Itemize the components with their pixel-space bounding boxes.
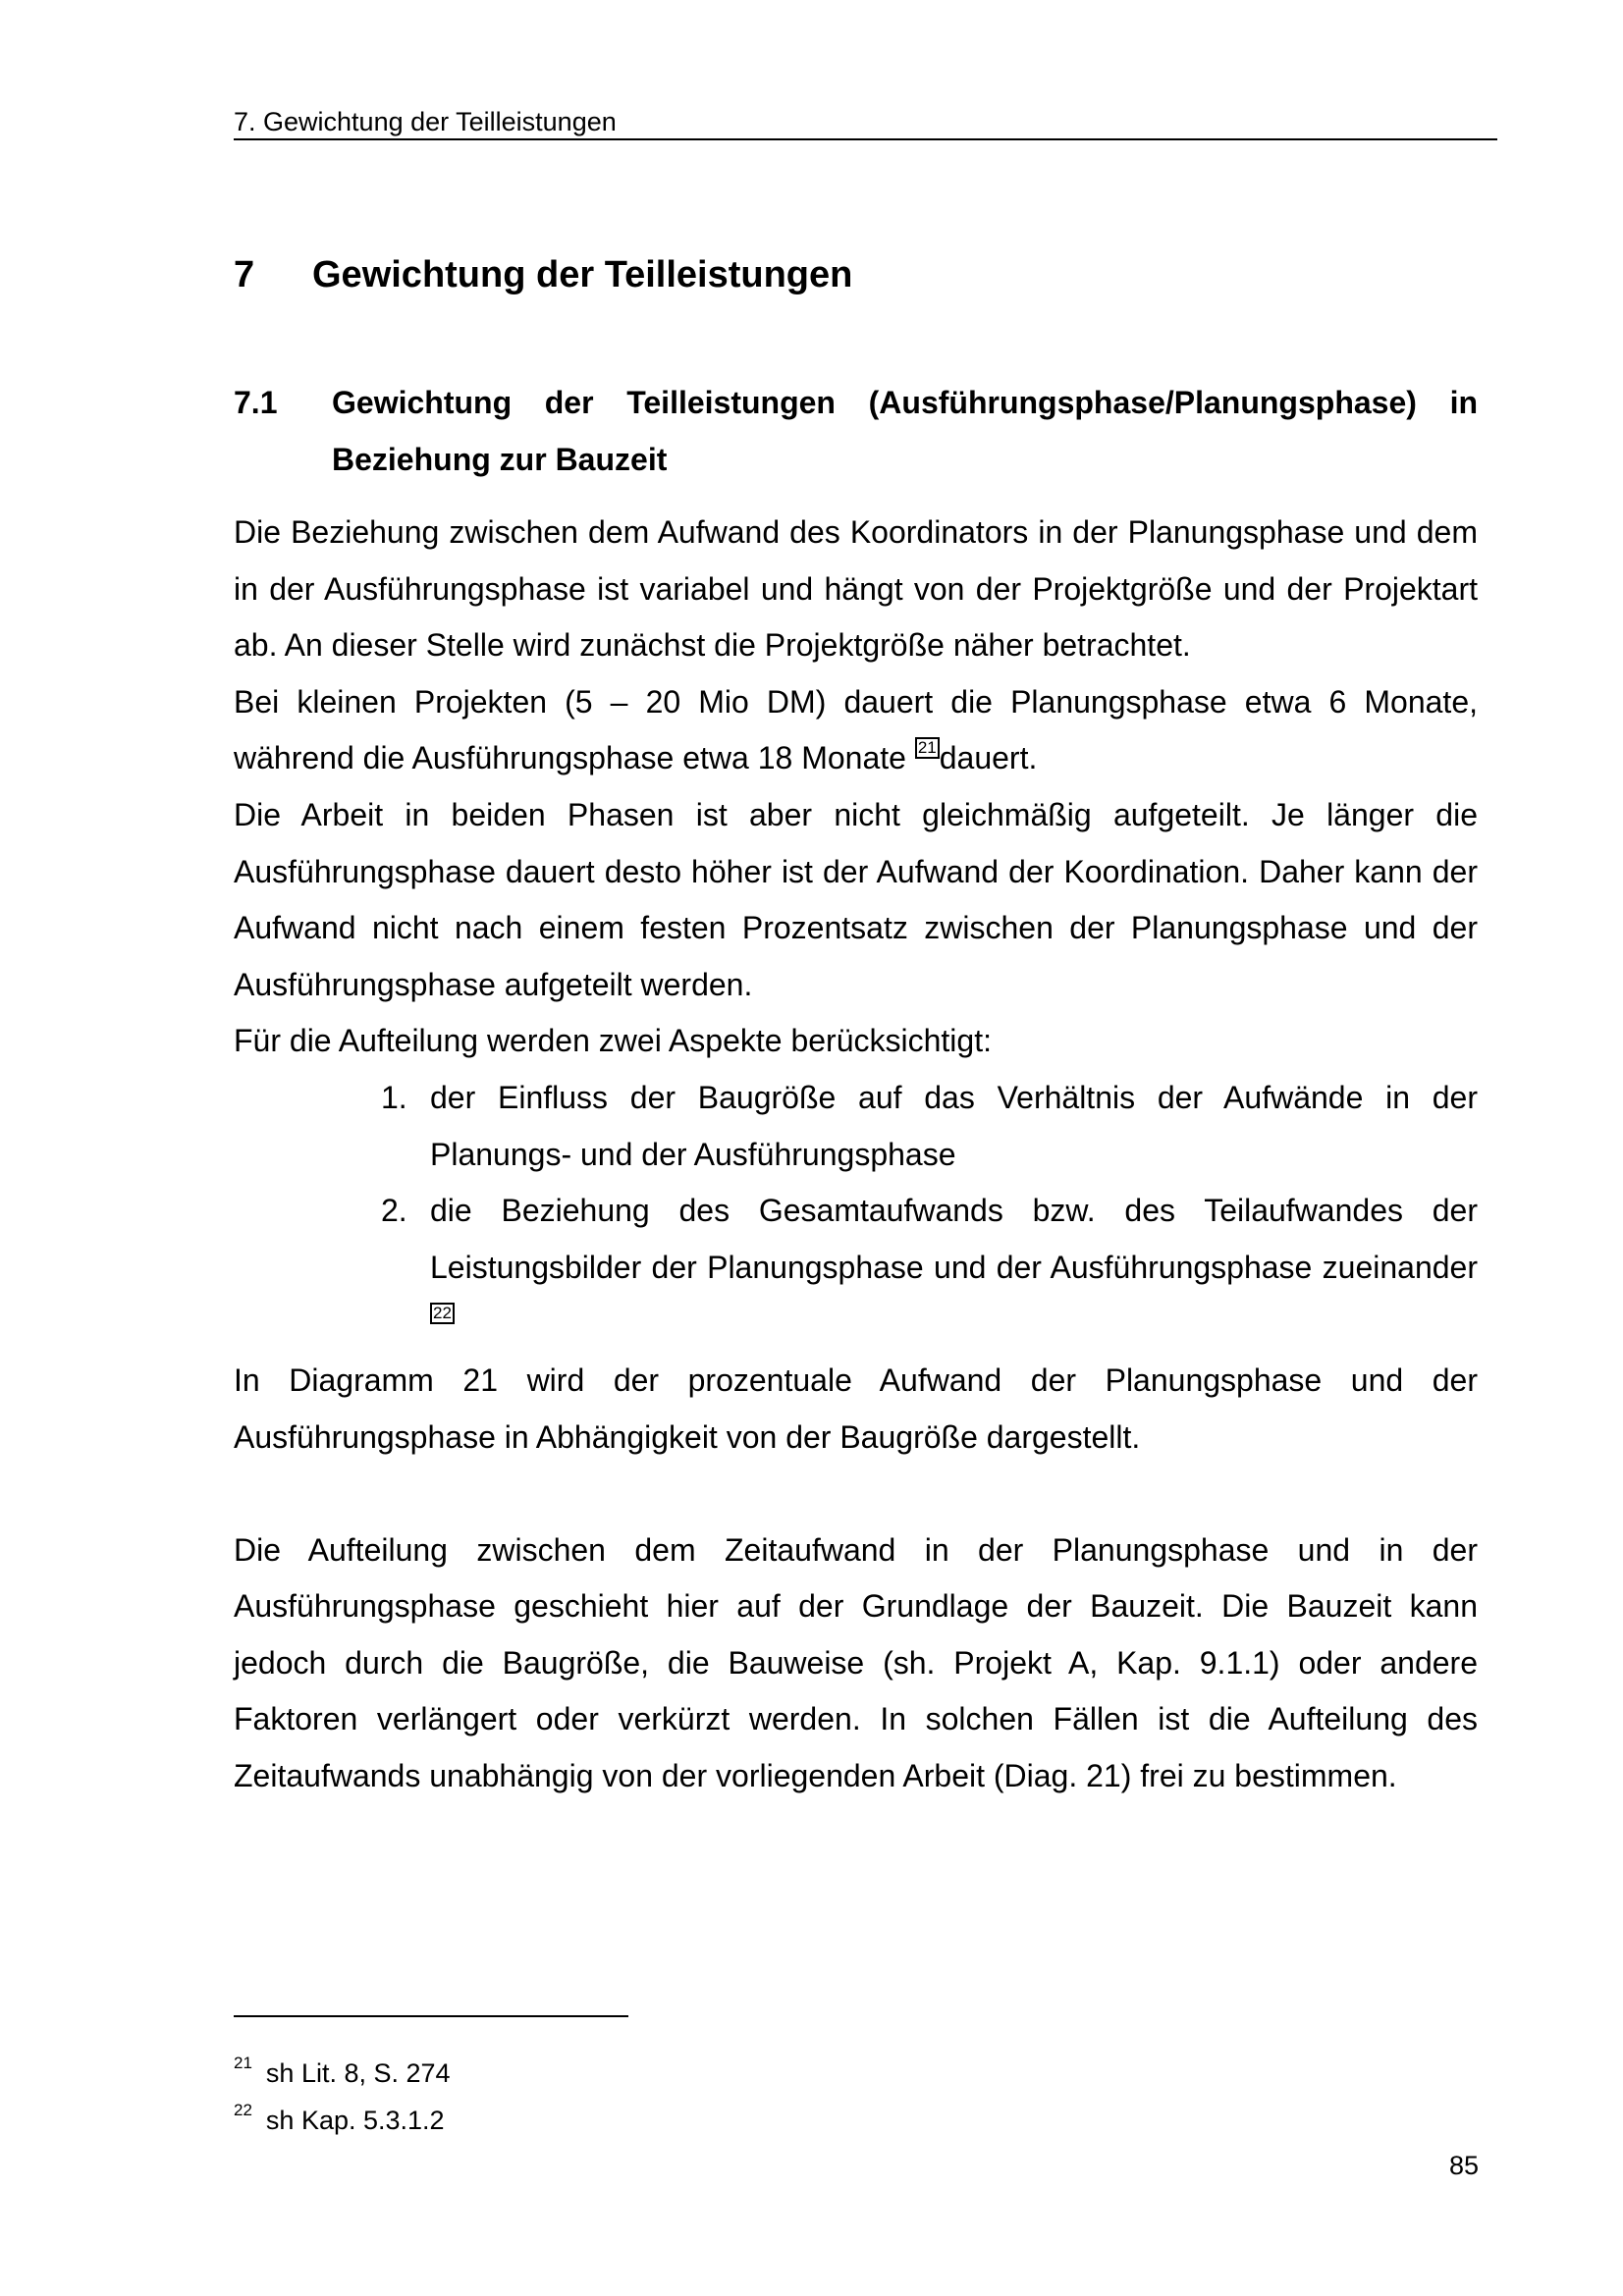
body-text (234, 505, 1478, 1805)
list-item (234, 1183, 1478, 1353)
list-marker: 1. (381, 1079, 407, 1115)
paragraph-5: In Diagramm 21 wird der prozentuale Aufwand der Planungsphase und der Ausführungsphase in Abhängigkeit von der Baugröße dargestellt. (234, 1362, 1478, 1455)
paragraph-4: Für die Aufteilung werden zwei Aspekte berücksichtigt: (234, 1023, 992, 1059)
list-marker: 2. (381, 1193, 407, 1229)
paragraph-1: Die Beziehung zwischen dem Aufwand des Koordinators in der Planungsphase und dem in der Ausführungsphase ist variabel und hängt von der Projektgröße und der Projektart ab. An dieser Stelle wird zunächst die Projektgröße näher betrachtet. (234, 514, 1478, 664)
list-item (234, 1070, 1478, 1183)
paragraph-gap (234, 1466, 1478, 1522)
chapter-heading (234, 252, 852, 297)
footnote-ref-21[interactable]: 21 (915, 737, 940, 759)
footnote-text: sh Lit. 8, S. 274 (265, 2058, 451, 2088)
paragraph-6: Die Aufteilung zwischen dem Zeitaufwand in der Planungsphase und in der Ausführungsphase geschieht hier auf der Grundlage der Bauzeit. Die Bauzeit kann jedoch durch die Baugröße, die Bauweise (sh. Projekt A, Kap. 9.1.1) oder andere Faktoren verlängert oder verkürzt werden. In solchen Fällen ist die Aufteilung des Zeitaufwands unabhängig von der vorliegenden Arbeit (Diag. 21) frei zu bestimmen. (234, 1531, 1478, 1794)
footnote-number: 22 (234, 2101, 252, 2119)
list-item-text: die Beziehung des Gesamtaufwands bzw. des Teilaufwandes der Leistungsbilder der Planungsphase und der Ausführungsphase zueinander (430, 1193, 1478, 1285)
aspects-list (234, 1070, 1478, 1353)
footnote-text: sh Kap. 5.3.1.2 (265, 2106, 445, 2135)
section-title-line2: Beziehung zur Bauzeit (332, 442, 668, 477)
footnote-divider (234, 2015, 628, 2017)
section-number: 7.1 (234, 385, 278, 420)
footnote-21 (234, 2047, 451, 2090)
paragraph-2-tail: dauert. (939, 740, 1038, 776)
page-number: 85 (1448, 2151, 1479, 2180)
chapter-title: Gewichtung der Teilleistungen (312, 254, 853, 295)
chapter-number: 7 (234, 254, 255, 295)
paragraph-3: Die Arbeit in beiden Phasen ist aber nicht gleichmäßig aufgeteilt. Je länger die Ausführungsphase dauert desto höher ist der Aufwand der Koordination. Daher kann der Aufwand nicht nach einem festen Prozentsatz zwischen der Planungsphase und der Ausführungsphase aufgeteilt werden. (234, 796, 1478, 1002)
paragraph-2-text: Bei kleinen Projekten (5 – 20 Mio DM) dauert die Planungsphase etwa 6 Monate, während die Ausführungsphase etwa 18 Monate (234, 683, 1478, 776)
section-heading (234, 374, 1478, 488)
paragraph-2 (234, 674, 1478, 787)
footnote-22 (234, 2094, 445, 2137)
list-item-text: der Einfluss der Baugröße auf das Verhältnis der Aufwände in der Planungs- und der Ausführungsphase (430, 1079, 1478, 1172)
footnote-number: 21 (234, 2054, 252, 2072)
running-header: 7. Gewichtung der Teilleistungen (234, 106, 1497, 140)
footnote-ref-22[interactable]: 22 (430, 1303, 455, 1324)
section-title-line1: Gewichtung der Teilleistungen (Ausführungsphase/Planungsphase) in (332, 385, 1478, 420)
